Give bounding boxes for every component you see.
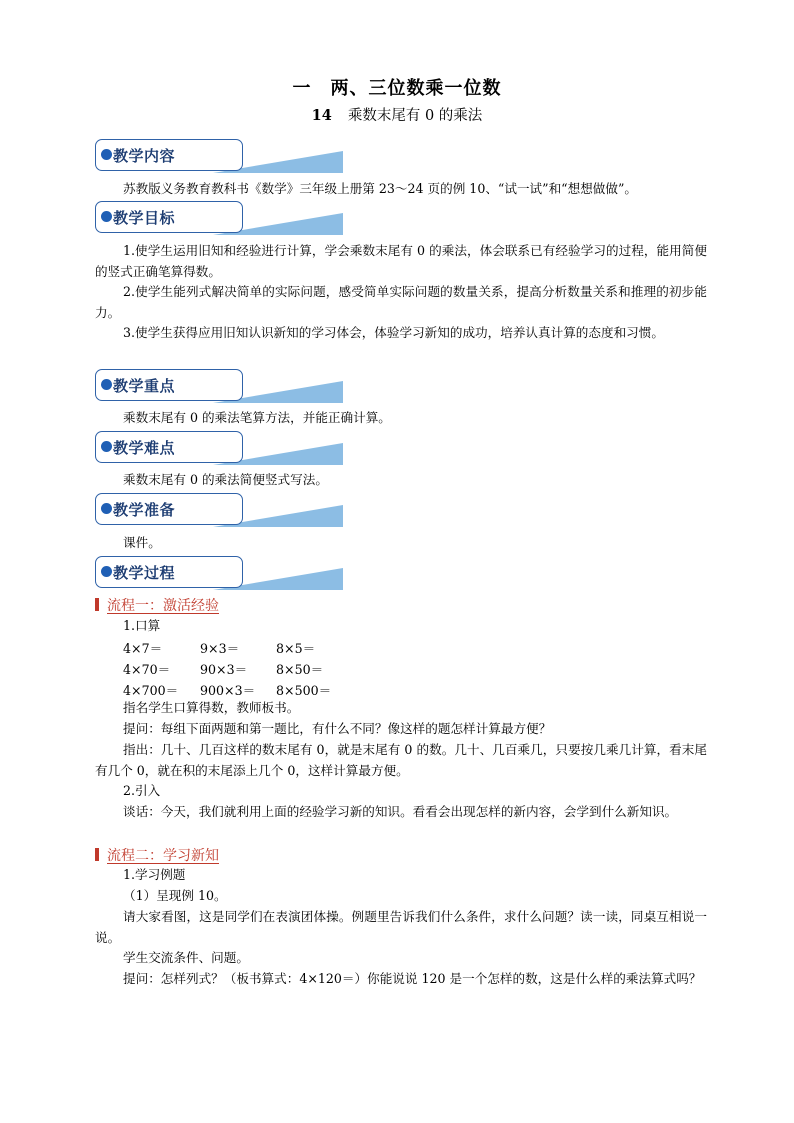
oral-calc-label: 1.口算 [123, 618, 161, 633]
flow-marker [95, 598, 99, 611]
section-heading-goals [95, 201, 265, 235]
preparation-text: 课件。 [123, 535, 161, 550]
section-heading-difficulties [95, 431, 265, 465]
section-heading-preparation [95, 493, 265, 527]
flow-one-title: 流程一：激活经验 [107, 598, 219, 614]
flow-two-title: 流程二：学习新知 [107, 848, 219, 864]
bullet-dot-icon [101, 149, 112, 160]
calc-item: 8×5＝ [276, 641, 316, 656]
flow-two-paragraph: 提问：怎样列式？（板书算式：4×120＝）你能说说 120 是一个怎样的数，这是什么样的乘法算式吗？ [123, 971, 702, 986]
goal-item: 2.使学生能列式解决简单的实际问题，感受简单实际问题的数量关系，提高分析数量关系和推理的初步能力。 [95, 284, 707, 320]
calc-item: 90×3＝ [200, 662, 248, 677]
lesson-number: 14 [311, 107, 332, 124]
calc-item: 8×50＝ [276, 662, 324, 677]
calc-item: 4×7＝ [123, 641, 163, 656]
goal-item: 1.使学生运用旧知和经验进行计算，学会乘数末尾有 0 的乘法，体会联系已有经验学习的过程，能用简便的竖式正确笔算得数。 [95, 243, 707, 279]
heading-label: 教学重点 [113, 377, 176, 395]
heading-label: 教学难点 [113, 439, 176, 457]
bullet-dot-icon [101, 379, 112, 390]
lesson-name: 乘数末尾有 0 的乘法 [347, 108, 483, 124]
flow-two-paragraph: 请大家看图，这是同学们在表演团体操。例题里告诉我们什么条件，求什么问题？读一读，同桌互相说一说。 [95, 909, 707, 945]
difficulties-text: 乘数末尾有 0 的乘法简便竖式写法。 [123, 472, 328, 487]
bullet-dot-icon [101, 503, 112, 514]
calc-item: 4×70＝ [123, 662, 171, 677]
flow-marker [95, 848, 99, 861]
flow-two-heading [95, 845, 219, 865]
section-heading-content [95, 139, 265, 173]
flow-two-paragraph: 学生交流条件、问题。 [123, 950, 249, 965]
heading-label: 教学内容 [113, 147, 176, 165]
calc-item: 9×3＝ [200, 641, 240, 656]
heading-label: 教学过程 [113, 564, 176, 582]
flow-one-paragraph: 提问：每组下面两题和第一题比，有什么不同？像这样的题怎样计算最方便？ [123, 721, 552, 736]
flow-one-paragraph: 指出：几十、几百这样的数末尾有 0，就是末尾有 0 的数。几十、几百乘几，只要按几乘几计算，看末尾有几个 0，就在积的末尾添上几个 0，这样计算最方便。 [95, 742, 707, 778]
flow-one-paragraph: 谈话：今天，我们就利用上面的经验学习新的知识。看看会出现怎样的新内容，会学到什么新知识。 [123, 804, 678, 819]
section-heading-key-points [95, 369, 265, 403]
flow-two-step: （1）呈现例 10。 [123, 888, 227, 903]
bullet-dot-icon [101, 211, 112, 222]
flow-two-step: 1.学习例题 [123, 867, 186, 882]
chapter-title: 一 两、三位数乘一位数 [292, 78, 502, 99]
intro-label: 2.引入 [123, 783, 161, 798]
goal-item: 3.使学生获得应用旧知认识新知的学习体会，体验学习新知的成功，培养认真计算的态度和习惯。 [123, 325, 664, 340]
flow-one-paragraph: 指名学生口算得数，教师板书。 [123, 700, 300, 715]
calc-item: 4×700＝ [123, 683, 179, 698]
calc-item: 900×3＝ [200, 683, 256, 698]
heading-label: 教学目标 [113, 209, 176, 227]
flow-one-heading [95, 595, 219, 615]
section-heading-process [95, 556, 265, 590]
key-points-text: 乘数末尾有 0 的乘法笔算方法，并能正确计算。 [123, 410, 391, 425]
bullet-dot-icon [101, 566, 112, 577]
lesson-title [0, 104, 794, 125]
content-text: 苏教版义务教育教科书《数学》三年级上册第 23～24 页的例 10、“试一试”和“想想做做”。 [123, 181, 638, 196]
bullet-dot-icon [101, 441, 112, 452]
calc-item: 8×500＝ [276, 683, 332, 698]
heading-label: 教学准备 [113, 501, 176, 519]
